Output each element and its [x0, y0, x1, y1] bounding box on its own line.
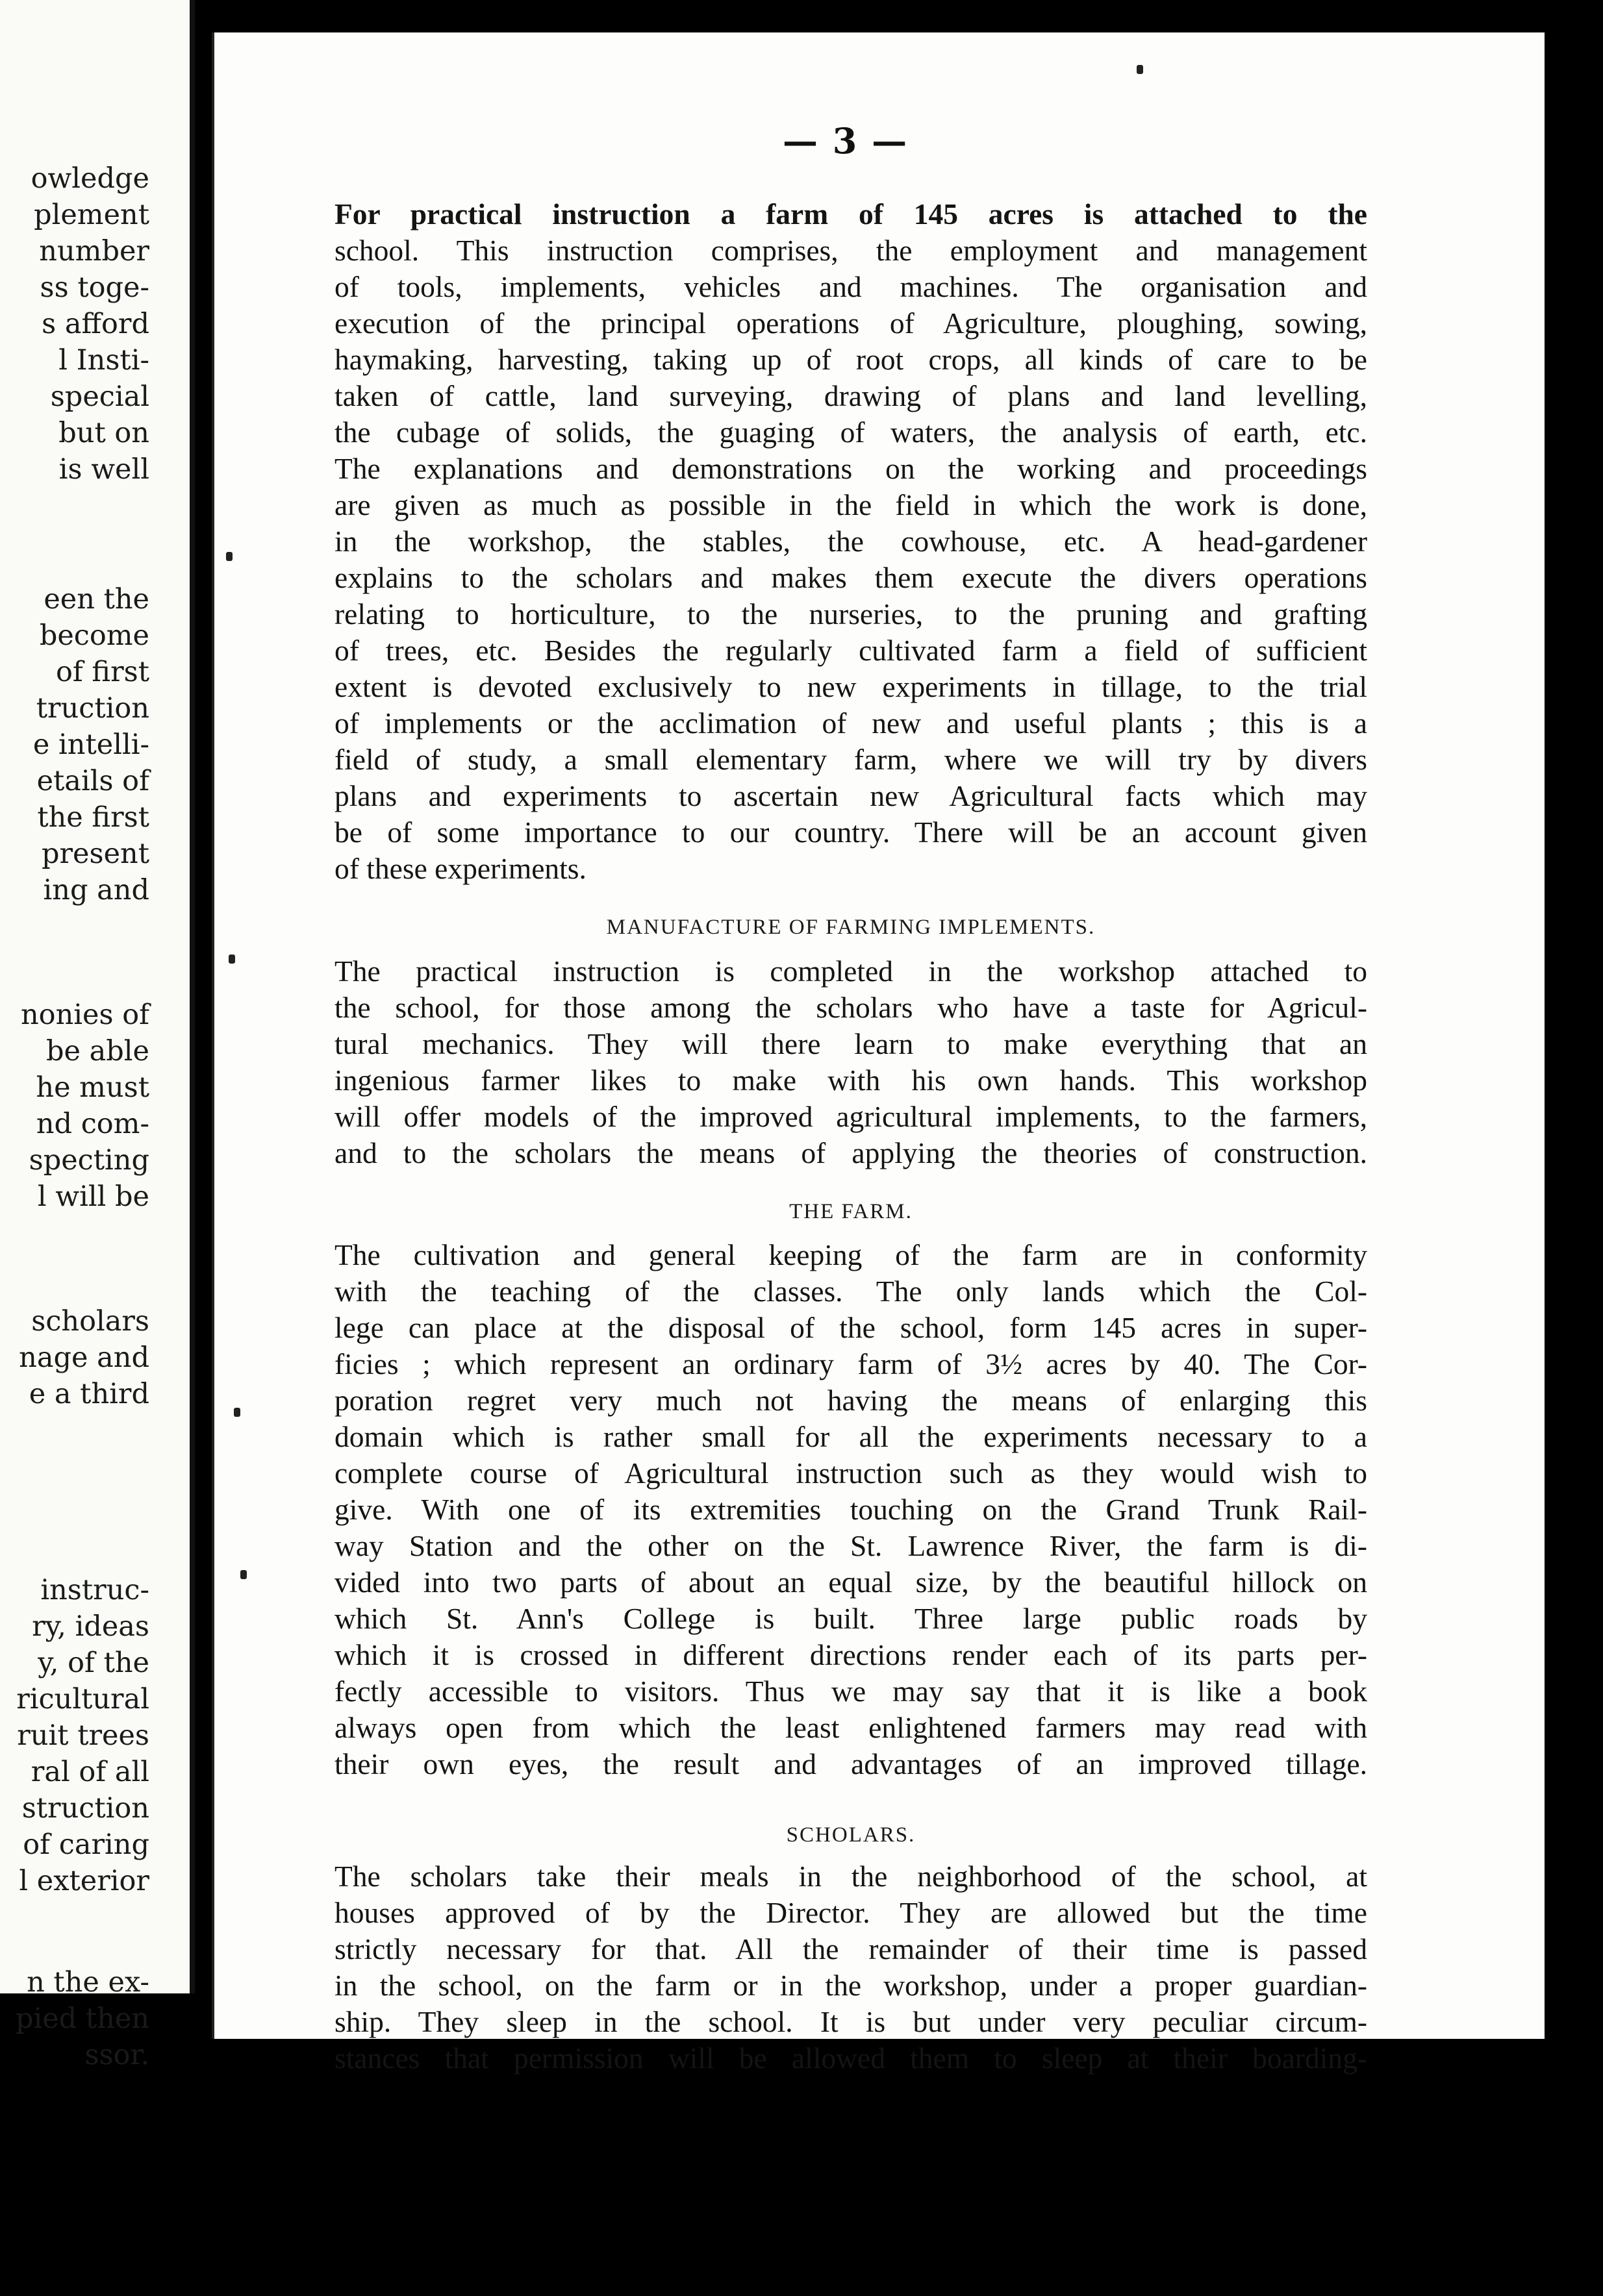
text-line: houses approved of by the Director. They are allowed but the time — [334, 1896, 1367, 1929]
margin-speck — [229, 955, 235, 964]
margin-speck — [234, 1408, 240, 1417]
text-line: will offer models of the improved agricultural implements, to the farmers, — [334, 1100, 1367, 1133]
text-line: plans and experiments to ascertain new Agricultural facts which may — [334, 779, 1367, 812]
text-line: be of some importance to our country. There will be an account given — [334, 816, 1367, 849]
text-line: explains to the scholars and makes them execute the divers operations — [334, 561, 1367, 594]
facing-page-line: y, of the — [38, 1647, 149, 1679]
paragraph-scholars — [334, 1858, 1367, 2077]
intro-bold-line: For practical instruction a farm of 145 acres is attached to the — [334, 197, 1367, 231]
section-heading-manufacture: MANUFACTURE OF FARMING IMPLEMENTS. — [606, 916, 1096, 939]
text-line: poration regret very much not having the means of enlarging this — [334, 1384, 1367, 1417]
text-line: in the workshop, the stables, the cowhouse, etc. A head-gardener — [334, 525, 1367, 558]
text-line: are given as much as possible in the field in which the work is done, — [334, 488, 1367, 521]
facing-page-line: een the — [44, 583, 149, 616]
facing-page-line: ral of all — [31, 1756, 149, 1788]
section-heading-scholars: SCHOLARS. — [786, 1823, 916, 1847]
page-number: — 3 — — [783, 120, 909, 162]
margin-speck — [240, 1570, 247, 1579]
facing-page-line: instruc- — [40, 1574, 149, 1606]
text-line: execution of the principal operations of Agriculture, ploughing, sowing, — [334, 306, 1367, 340]
text-line: way Station and the other on the St. Lawrence River, the farm is di- — [334, 1529, 1367, 1562]
text-line: which St. Ann's College is built. Three large public roads by — [334, 1602, 1367, 1635]
facing-page-line: ssor. — [84, 2039, 149, 2071]
facing-page-line: be able — [45, 1035, 149, 1067]
text-line: complete course of Agricultural instruction such as they would wish to — [334, 1456, 1367, 1490]
facing-page-line: ing and — [43, 874, 149, 906]
text-line: the school, for those among the scholars who have a taste for Agricul- — [334, 991, 1367, 1024]
margin-speck — [1137, 65, 1143, 74]
text-line: with the teaching of the classes. The only lands which the Col- — [334, 1275, 1367, 1308]
facing-page-line: but on — [58, 417, 149, 449]
facing-page-line: number — [39, 235, 149, 268]
text-line: ficies ; which represent an ordinary farm of 3½ acres by 40. The Cor- — [334, 1347, 1367, 1380]
facing-page-line: e a third — [29, 1378, 149, 1410]
text-line: The practical instruction is completed in the workshop attached to — [334, 955, 1367, 988]
text-line: their own eyes, the result and advantages of an improved tillage. — [334, 1747, 1367, 1780]
facing-page-line: nonies of — [20, 999, 149, 1031]
facing-page-line: become — [39, 619, 149, 652]
facing-page-line: l Insti- — [58, 344, 149, 377]
facing-page-line: nage and — [19, 1341, 149, 1374]
facing-page-line: of first — [55, 656, 149, 688]
facing-page-line: s afford — [42, 308, 149, 340]
text-line: haymaking, harvesting, taking up of root crops, all kinds of care to be — [334, 343, 1367, 376]
facing-page-line: n the ex- — [27, 1966, 149, 1999]
text-line: stances that permission will be allowed them to sleep at their boarding- — [334, 2041, 1367, 2075]
text-line: school. This instruction comprises, the employment and management — [334, 234, 1367, 267]
facing-page-line: pied then — [15, 2003, 149, 2035]
facing-page-line: present — [41, 838, 149, 870]
text-line: of tools, implements, vehicles and machines. The organisation and — [334, 270, 1367, 303]
text-line: The cultivation and general keeping of the farm are in conformity — [334, 1238, 1367, 1271]
facing-page-line: nd com- — [36, 1108, 149, 1140]
facing-page-line: specting — [29, 1144, 149, 1177]
text-line: The scholars take their meals in the neighborhood of the school, at — [334, 1860, 1367, 1893]
facing-page-line: e intelli- — [32, 729, 149, 761]
text-line: ship. They sleep in the school. It is but under very peculiar circum- — [334, 2005, 1367, 2038]
facing-page-line: scholars — [31, 1305, 149, 1338]
facing-page-line: ricultural — [16, 1683, 149, 1716]
text-line: field of study, a small elementary farm, where we will try by divers — [334, 743, 1367, 776]
text-line: vided into two parts of about an equal size, by the beautiful hillock on — [334, 1566, 1367, 1599]
facing-page-fragment — [0, 0, 195, 2071]
facing-page-line: owledge — [31, 162, 149, 195]
paragraph-manufacture — [334, 953, 1367, 1171]
facing-page-line: l will be — [37, 1180, 149, 1213]
text-line: which it is crossed in different directions render each of its parts per- — [334, 1638, 1367, 1671]
page-gutter-rule — [190, 0, 195, 1993]
facing-page-line: the first — [37, 801, 149, 834]
facing-page-line: ss toge- — [40, 271, 149, 304]
facing-page-line: of caring — [23, 1828, 149, 1861]
facing-page-line: ry, ideas — [32, 1610, 149, 1643]
text-line: always open from which the least enlightened farmers may read with — [334, 1711, 1367, 1744]
text-line: taken of cattle, land surveying, drawing of plans and land levelling, — [334, 379, 1367, 412]
text-line: and to the scholars the means of applying the theories of construction. — [334, 1136, 1367, 1169]
facing-page-line: plement — [34, 199, 149, 231]
text-line: of implements or the acclimation of new and useful plants ; this is a — [334, 706, 1367, 740]
facing-page-line: ruit trees — [17, 1719, 149, 1752]
text-line: of these experiments. — [334, 852, 587, 885]
facing-page-line: he must — [36, 1071, 149, 1104]
facing-page-line: l exterior — [19, 1865, 149, 1897]
paragraph-farm — [334, 1237, 1367, 1782]
text-line: tural mechanics. They will there learn to make everything that an — [334, 1027, 1367, 1060]
document-page — [212, 32, 1545, 2075]
text-line: of trees, etc. Besides the regularly cultivated farm a field of sufficient — [334, 634, 1367, 667]
text-line: ingenious farmer likes to make with his own hands. This workshop — [334, 1064, 1367, 1097]
text-line: give. With one of its extremities touching on the Grand Trunk Rail- — [334, 1493, 1367, 1526]
text-line: relating to horticulture, to the nurseries, to the pruning and grafting — [334, 597, 1367, 630]
text-line: strictly necessary for that. All the remainder of their time is passed — [334, 1932, 1367, 1965]
text-line: extent is devoted exclusively to new experiments in tillage, to the trial — [334, 670, 1367, 703]
paragraph-intro — [334, 196, 1367, 887]
facing-page-line: is well — [58, 453, 149, 486]
facing-page-line: special — [50, 381, 149, 413]
facing-page-line: etails of — [36, 765, 149, 797]
text-line: lege can place at the disposal of the school, form 145 acres in super- — [334, 1311, 1367, 1344]
text-line: in the school, on the farm or in the workshop, under a proper guardian- — [334, 1969, 1367, 2002]
section-heading-farm: THE FARM. — [789, 1200, 913, 1223]
text-line: fectly accessible to visitors. Thus we may say that it is like a book — [334, 1675, 1367, 1708]
margin-speck — [226, 552, 233, 561]
facing-page-line: struction — [21, 1792, 149, 1825]
text-line: domain which is rather small for all the experiments necessary to a — [334, 1420, 1367, 1453]
text-line: The explanations and demonstrations on the working and proceedings — [334, 452, 1367, 485]
text-line: the cubage of solids, the guaging of waters, the analysis of earth, etc. — [334, 416, 1367, 449]
facing-page-line: truction — [36, 692, 149, 725]
